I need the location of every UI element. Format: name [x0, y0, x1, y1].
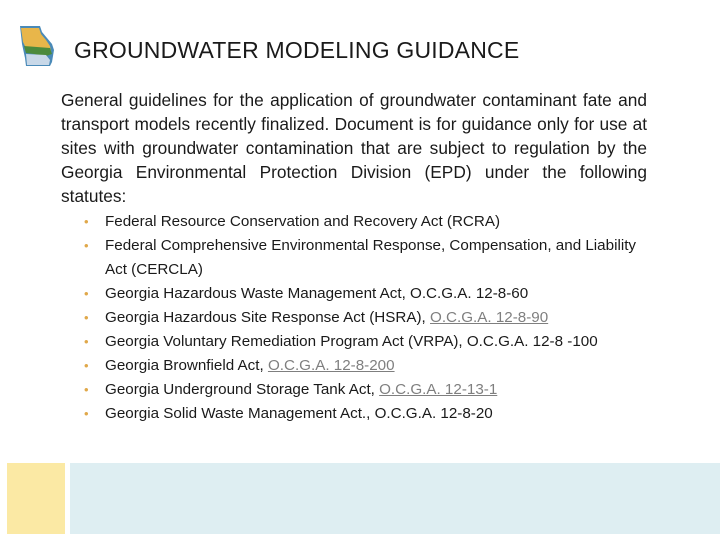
- list-item-text: Georgia Solid Waste Management Act., O.C.G.A. 12-8-20: [105, 405, 493, 422]
- bullet-icon: •: [84, 406, 89, 421]
- list-item-text: Georgia Hazardous Site Response Act (HSRA),: [105, 309, 430, 326]
- list-item-text: Georgia Voluntary Remediation Program Act (VRPA), O.C.G.A. 12-8 -100: [105, 333, 598, 350]
- intro-paragraph: General guidelines for the application of groundwater contaminant fate and transport models recently finalized. Document is for guidance only for use at sites with groundwater contamination that are subject to regulation by the Georgia Environmental Protection Division (EPD) under the following statutes:: [61, 90, 647, 206]
- list-item: [84, 378, 654, 402]
- list-item-text: Georgia Underground Storage Tank Act,: [105, 381, 380, 398]
- list-item: [84, 234, 654, 282]
- list-item: [84, 282, 654, 306]
- georgia-state-map-icon: [16, 24, 58, 68]
- bullet-icon: •: [84, 286, 89, 301]
- ust-statute-link[interactable]: O.C.G.A. 12-13-1: [379, 381, 498, 398]
- list-item: [84, 402, 654, 426]
- list-item: [84, 306, 654, 330]
- bullet-icon: •: [84, 334, 89, 349]
- bullet-icon: •: [84, 310, 89, 325]
- bullet-icon: •: [84, 358, 89, 373]
- bullet-icon: •: [84, 238, 89, 253]
- hsra-statute-link[interactable]: O.C.G.A. 12-8-90: [430, 309, 549, 326]
- footer-accent-blue: [70, 463, 720, 534]
- list-item: [84, 330, 654, 354]
- bullet-icon: •: [84, 214, 89, 229]
- list-item: [84, 210, 654, 234]
- list-item-text: Georgia Brownfield Act,: [105, 357, 268, 374]
- list-item-text: Federal Resource Conservation and Recovery Act (RCRA): [105, 213, 501, 230]
- slide-title: GROUNDWATER MODELING GUIDANCE: [74, 37, 520, 63]
- list-item: [84, 354, 654, 378]
- statute-list: [84, 210, 654, 426]
- footer-accent-yellow: [7, 463, 65, 534]
- list-item-text: Georgia Hazardous Waste Management Act, O.C.G.A. 12-8-60: [105, 285, 529, 302]
- brownfield-statute-link[interactable]: O.C.G.A. 12-8-200: [267, 357, 395, 374]
- list-item-text: Federal Comprehensive Environmental Response, Compensation, and Liability Act (CERCLA): [105, 237, 637, 278]
- bullet-icon: •: [84, 382, 89, 397]
